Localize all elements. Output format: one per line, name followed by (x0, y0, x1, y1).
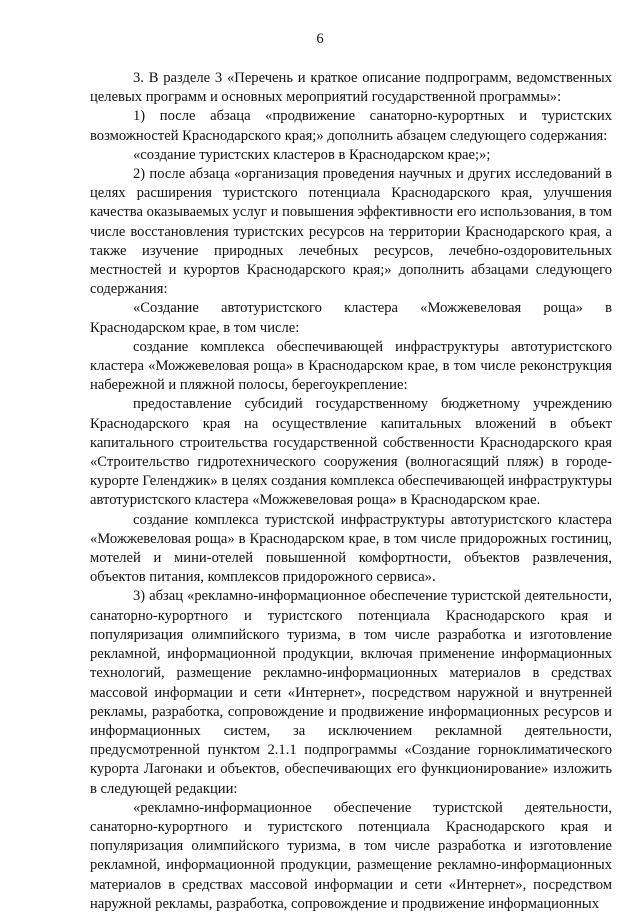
paragraph: «рекламно-информационное обеспечение туристской деятельности, санаторно-курортного и туристского потенциала Краснодарского края и популяризация олимпийского туризма, в том числе разработка и изготовление рекламной, информационной продукции, размещение рекламно-информационных материалов в средствах массовой информации и сети «Интернет», посредством наружной рекламы, разработка, сопровождение и продвижение информационных (90, 799, 612, 912)
paragraph: «Создание автотуристского кластера «Можжевеловая роща» в Краснодарском крае, в том числе: (90, 300, 612, 336)
document-body (90, 69, 612, 914)
paragraph: 3) абзац «рекламно-информационное обеспечение туристской деятельности, санаторно-курортного и туристского потенциала Краснодарского края и популяризация олимпийского туризма, в том числе разработка и изготовление рекламной, информационной продукции, включая применение информационных технологий, размещение рекламно-информационных материалов в средствах массовой информации и сети «Интернет», посредством наружной и внутренней рекламы, разработка, сопровождение и продвижение информационных ресурсов и информационных систем, за исключением рекламной деятельности, предусмотренной пунктом 2.1.1 подпрограммы «Создание горноклиматического курорта Лагонаки и объектов, обеспечивающих его функционирование» изложить в следующей редакции: (90, 588, 612, 797)
paragraph: создание комплекса обеспечивающей инфраструктуры автотуристского кластера «Можжевеловая роща» в Краснодарском крае, в том числе реконструкция набережной и пляжной полосы, берегоукрепление: (90, 338, 612, 394)
paragraph: 2) после абзаца «организация проведения научных и других исследований в целях расширения туристского потенциала Краснодарского края, улучшения качества оказываемых услуг и повышения эффективности его использования, в том числе восстановления туристских ресурсов на территории Краснодарского края, а также изучение природных лечебных ресурсов, лечебно-оздоровительных местностей и курортов Краснодарского края;» дополнить абзацами следующего содержания: (90, 166, 612, 298)
paragraph: предоставление субсидий государственному бюджетному учреждению Краснодарского края на осуществление капитальных вложений в объект капитального строительства государственной собственности Краснодарского края «Строительство гидротехнического сооружения (волногасящий пляж) в городе-курорте Геленджик» в целях создания комплекса обеспечивающей инфраструктуры автотуристского кластера «Можжевеловая роща» в Краснодарском крае. (90, 396, 612, 509)
paragraph: 3. В разделе 3 «Перечень и краткое описание подпрограмм, ведомственных целевых программ и основных мероприятий государственной программы»: (90, 70, 612, 106)
paragraph: 1) после абзаца «продвижение санаторно-курортных и туристских возможностей Краснодарского края;» дополнить абзацем следующего содержания: (90, 108, 612, 144)
paragraph: «создание туристских кластеров в Краснодарском крае;»; (133, 146, 491, 163)
paragraph: создание комплекса туристской инфраструктуры автотуристского кластера «Можжевеловая роща» в Краснодарском крае, в том числе придорожных гостиниц, мотелей и мини-отелей повышенной комфортности, объектов развлечения, объектов питания, комплексов придорожного сервиса». (90, 511, 612, 586)
page-number: 6 (316, 31, 324, 47)
